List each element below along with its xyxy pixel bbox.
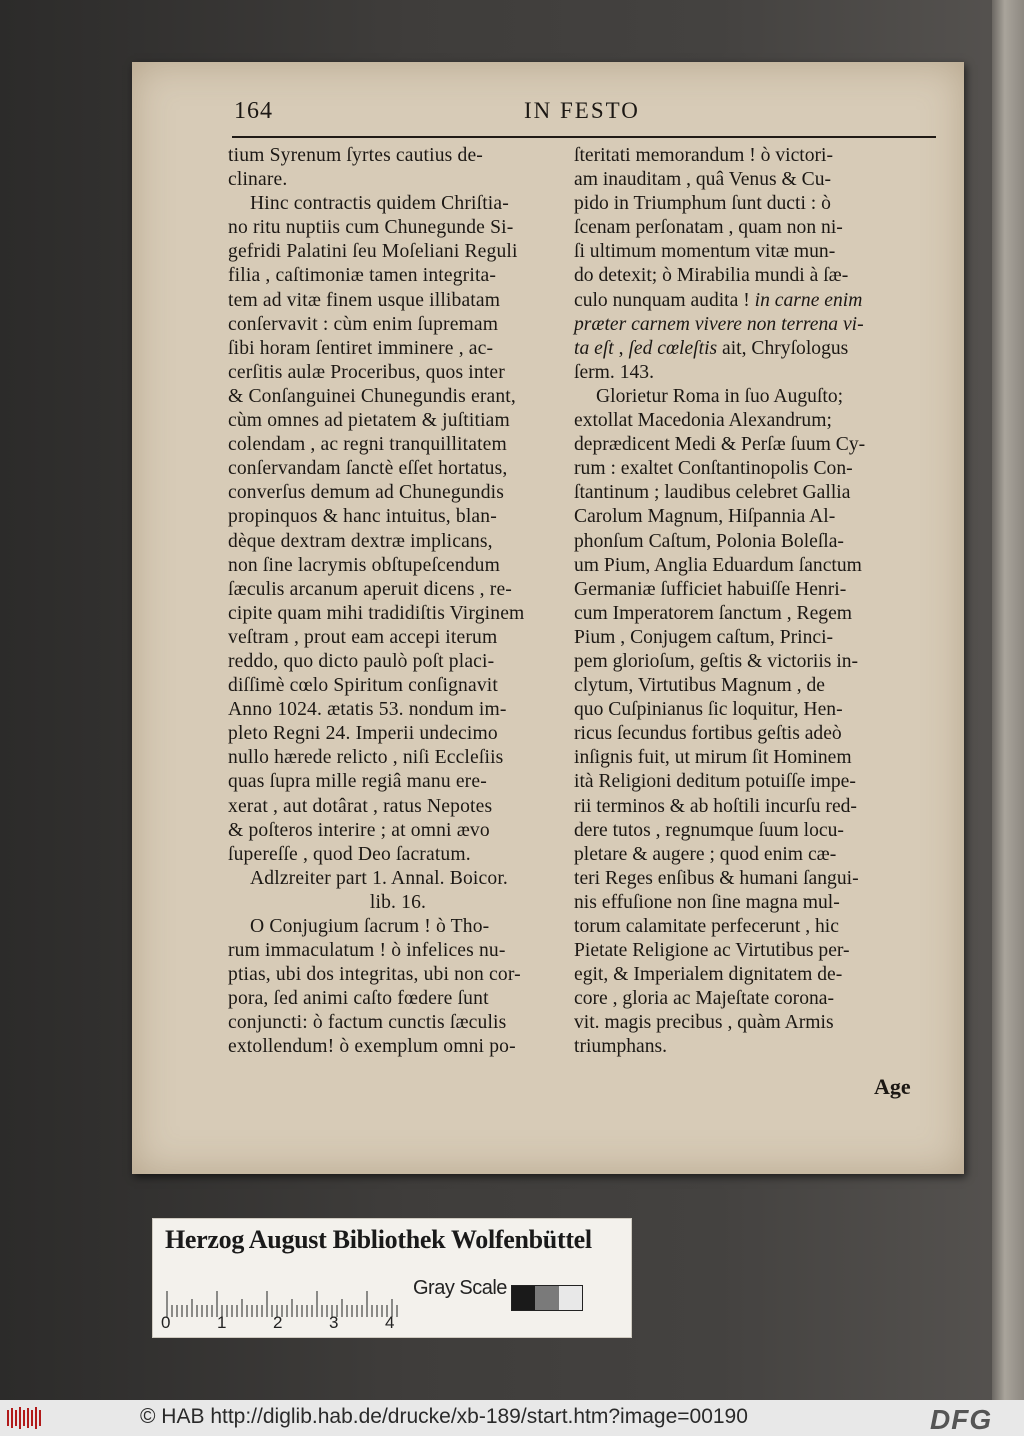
- text-line: phonſum Caſtum, Polonia Boleſla-: [574, 530, 844, 552]
- gray-scale-swatches: [511, 1285, 583, 1311]
- text-line: clytum, Virtutibus Magnum , de: [574, 675, 825, 697]
- text-line: ſtantinum ; laudibus celebret Gallia: [574, 482, 851, 504]
- text-line: inſignis fuit, ut mirum ſit Hominem: [574, 747, 852, 769]
- text-line: quo Cuſpinianus ſic loquitur, Hen-: [574, 699, 843, 721]
- text-line: vit. magis precibus , quàm Armis: [574, 1012, 834, 1034]
- right-column: [574, 144, 928, 1060]
- gray-swatch: [559, 1286, 582, 1310]
- text-line: ſupereſſe , quod Deo ſacratum.: [228, 843, 471, 865]
- book-page: [132, 62, 964, 1174]
- gray-swatch: [535, 1286, 558, 1310]
- text-line: Germaniæ ſufficiet habuiſſe Henri-: [574, 578, 847, 600]
- text-line: ricus ſecundus fortibus geſtis adeò: [574, 723, 842, 745]
- text-line: Adlzreiter part 1. Annal. Boicor.: [250, 867, 508, 889]
- text-line: rum : exaltet Conſtantinopolis Con-: [574, 458, 853, 480]
- text-line: extollendum! ò exemplum omni po-: [228, 1036, 516, 1058]
- text-line: diſſimè cœlo Spiritum conſignavit: [228, 675, 498, 697]
- text-line: lib. 16.: [369, 891, 427, 913]
- footer-bar: [0, 1400, 1024, 1436]
- text-line: Hinc contractis quidem Chriſtia-: [250, 193, 509, 215]
- text-line: pido in Triumphum ſunt ducti : ò: [574, 193, 831, 215]
- text-line: conjuncti: ò factum cunctis ſæculis: [228, 1012, 507, 1034]
- book-edge: [992, 0, 1024, 1400]
- gray-scale-label: Gray Scale: [413, 1277, 507, 1299]
- text-line: rum immaculatum ! ò infelices nu-: [228, 940, 506, 962]
- text-line: quas ſupra mille regiâ manu ere-: [228, 771, 487, 793]
- hab-barcode-logo-icon: [6, 1406, 42, 1430]
- text-line: Glorietur Roma in ſuo Auguſto;: [596, 385, 844, 407]
- ruler-number: 4: [385, 1313, 395, 1332]
- text-line: propinquos & hanc intuitus, blan-: [228, 506, 497, 528]
- ruler-number: 3: [329, 1313, 339, 1332]
- text-line: ſæculis arcanum aperuit dicens , re-: [228, 578, 512, 600]
- text-line: & Conſanguinei Chunegundis erant,: [228, 385, 516, 407]
- text-line: non ſine lacrymis obſtupeſcendum: [228, 554, 500, 576]
- text-line: gefridi Palatini ſeu Moſeliani Reguli: [228, 241, 518, 263]
- text-line: ſcenam perſonatam , quam non ni-: [574, 217, 843, 239]
- text-line: ſerm. 143.: [574, 361, 654, 383]
- text-line: cipite quam mihi tradidiſtis Virginem: [228, 602, 525, 624]
- dfg-logo: DFG: [930, 1404, 993, 1435]
- page-number: 164: [234, 98, 273, 124]
- text-line: torum calamitate perfecerunt , hic: [574, 916, 839, 937]
- text-line: ità Religioni deditum potuiſſe impe-: [574, 771, 856, 793]
- text-line: ſi ultimum momentum vitæ mun-: [574, 241, 836, 263]
- text-line: do detexit; ò Mirabilia mundi à ſæ-: [574, 265, 849, 287]
- text-line: um Pium, Anglia Eduardum ſanctum: [574, 554, 862, 576]
- text-line: nis effuſione non ſine magna mul-: [574, 891, 840, 913]
- text-line: teri Reges enſibus & humani ſangui-: [574, 867, 859, 889]
- text-line: reddo, quo dicto paulò poſt placi-: [228, 650, 495, 672]
- text-line: veſtram , prout eam accepi iterum: [228, 626, 498, 648]
- text-line: Pietate Religione ac Virtutibus per-: [574, 940, 850, 962]
- text-line: & poſteros interire ; at omni ævo: [228, 819, 490, 841]
- text-line: pem glorioſum, geſtis & victoriis in-: [574, 650, 859, 672]
- text-line: triumphans.: [574, 1036, 668, 1058]
- text-line: pletare & augere ; quod enim cæ-: [574, 843, 837, 865]
- color-target-card: [152, 1218, 632, 1338]
- text-line: conſervandam ſanctè eſſet hortatus,: [228, 458, 508, 480]
- text-line: cerſitis aulæ Proceribus, quos inter: [228, 361, 505, 383]
- library-name: Herzog August Bibliothek Wolfenbüttel: [165, 1225, 592, 1254]
- page-header: [234, 98, 934, 126]
- text-line: nullo hærede relicto , niſi Eccleſiis: [228, 747, 504, 769]
- text-line: tium Syrenum ſyrtes cautius de-: [228, 145, 483, 166]
- text-line: cum Imperatorem ſanctum , Regem: [574, 602, 853, 624]
- text-line: tem ad vitæ finem usque illibatam: [228, 289, 501, 311]
- text-line: xerat , aut dotârat , ratus Nepotes: [228, 795, 493, 817]
- text-line: ta eſt , ſed cœleſtis ait, Chryſologus: [574, 337, 849, 359]
- text-line: Anno 1024. ætatis 53. nondum im-: [228, 699, 507, 721]
- ruler-number: 0: [161, 1313, 171, 1332]
- running-title: IN FESTO: [524, 98, 640, 123]
- text-line: pleto Regni 24. Imperii undecimo: [228, 723, 498, 745]
- text-line: ſteritati memorandum ! ò victori-: [574, 145, 833, 166]
- ruler-numbers: [161, 1313, 421, 1333]
- ruler-number: 2: [273, 1313, 283, 1332]
- text-line: Pium , Conjugem caſtum, Princi-: [574, 626, 834, 648]
- text-line: ptias, ubi dos integritas, ubi non cor-: [228, 964, 521, 986]
- catchword: Age: [874, 1074, 911, 1099]
- gray-swatch: [512, 1286, 535, 1310]
- text-line: deprædicent Medi & Perſæ ſuum Cy-: [574, 434, 866, 456]
- text-line: converſus demum ad Chunegundis: [228, 482, 505, 504]
- text-line: præter carnem vivere non terrena vi-: [574, 313, 864, 335]
- text-line: egit, & Imperialem dignitatem de-: [574, 964, 843, 986]
- text-line: dèque dextram dextræ implicans,: [228, 530, 493, 552]
- text-line: extollat Macedonia Alexandrum;: [574, 410, 832, 432]
- left-column: [228, 144, 568, 1060]
- text-line: dere tutos , regnumque ſuum locu-: [574, 819, 844, 841]
- text-line: clinare.: [228, 169, 288, 191]
- text-line: pora, ſed animi caſto fœdere ſunt: [228, 988, 489, 1010]
- text-line: culo nunquam audita ! in carne enim: [574, 289, 863, 311]
- text-line: colendam , ac regni tranquillitatem: [228, 434, 507, 456]
- text-line: cùm omnes ad pietatem & juſtitiam: [228, 410, 510, 432]
- text-line: Carolum Magnum, Hiſpannia Al-: [574, 506, 836, 528]
- ruler-number: 1: [217, 1313, 227, 1332]
- text-line: O Conjugium ſacrum ! ò Tho-: [250, 916, 490, 937]
- text-line: am inauditam , quâ Venus & Cu-: [574, 169, 832, 191]
- text-line: filia , caſtimoniæ tamen integrita-: [228, 265, 497, 287]
- header-rule: [232, 136, 936, 138]
- text-line: ſibi horam ſentiret imminere , ac-: [228, 337, 494, 359]
- text-line: core , gloria ac Majeſtate corona-: [574, 988, 835, 1010]
- copyright-url-link[interactable]: © HAB http://diglib.hab.de/drucke/xb-189/start.htm?image=00190: [140, 1405, 748, 1428]
- text-line: rii terminos & ab hoſtili incurſu red-: [574, 795, 857, 817]
- text-line: no ritu nuptiis cum Chunegunde Si-: [228, 217, 514, 239]
- text-line: conſervavit : cùm enim ſupremam: [228, 313, 499, 335]
